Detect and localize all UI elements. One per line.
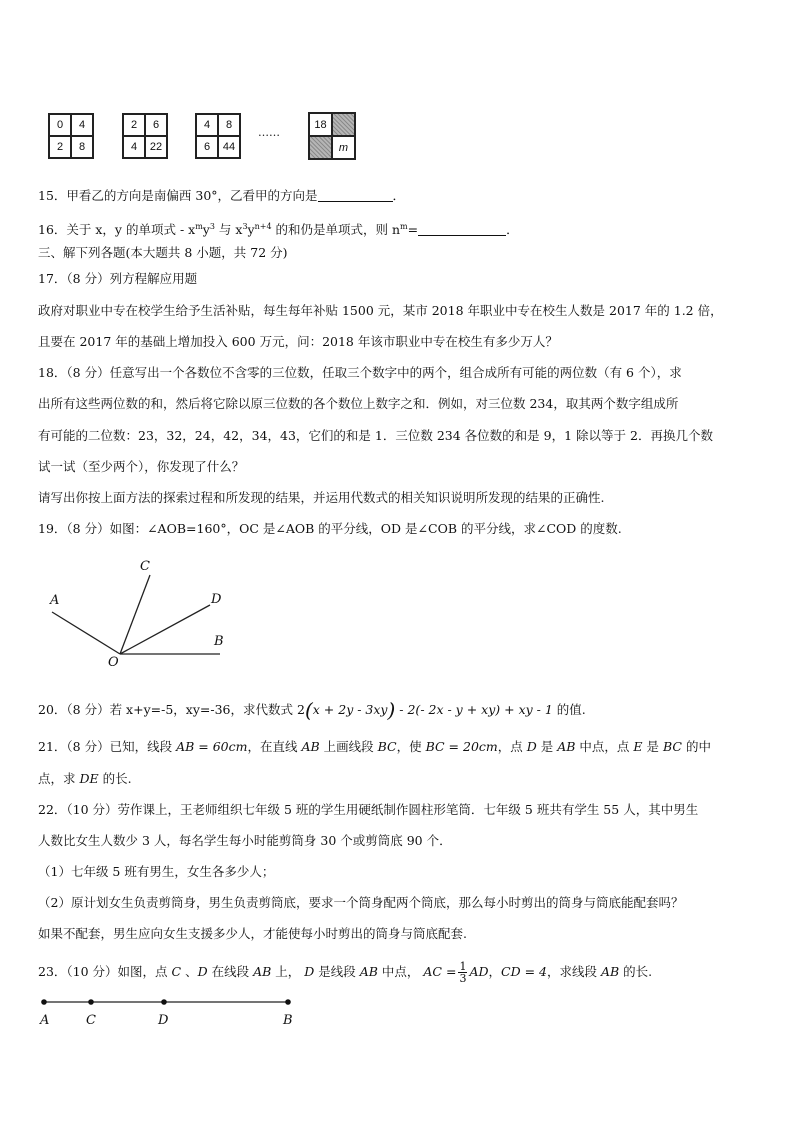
question-16 <box>38 219 519 238</box>
grid-cell: 2 <box>49 136 71 158</box>
q23-text: 、 <box>181 964 198 979</box>
shaded-cell <box>309 136 332 159</box>
question-17-line: 政府对职业中专在校学生给予生活补贴，每生每年补贴 1500 元，某市 2018 年职业中专在校生人数是 2017 年的 1.2 倍， <box>38 303 723 318</box>
fraction <box>458 961 467 984</box>
question-17-line: 且要在 2017 年的基础上增加投入 600 万元，问：2018 年该市职业中专在校生有多少万人？ <box>38 334 558 349</box>
exp: m <box>400 222 408 231</box>
math: D <box>526 739 537 754</box>
math: AB <box>557 739 576 754</box>
exp: n+4 <box>254 222 272 231</box>
math: D <box>304 964 315 979</box>
math: AB <box>301 739 320 754</box>
answer-blank <box>418 223 506 236</box>
math: E <box>633 739 643 754</box>
seg-label-b: B <box>283 1013 293 1028</box>
q16-end: ． <box>506 222 519 238</box>
q21-text: 中点，点 <box>575 739 634 754</box>
grid-cell: 8 <box>218 114 240 136</box>
q23-text: 中点， <box>377 964 424 979</box>
question-23 <box>38 961 652 984</box>
ellipsis: …… <box>258 126 280 139</box>
math: AB <box>359 964 378 979</box>
exp: 3 <box>209 222 215 231</box>
math: AB <box>600 964 620 979</box>
question-22-line: （2）原计划女生负责剪筒身，男生负责剪筒底，要求一个筒身配两个筒底，那么每小时剪出的筒身与筒底能配套吗？ <box>38 895 684 910</box>
q15-text: 15．甲看乙的方向是南偏西 30°，乙看甲的方向是 <box>38 188 318 203</box>
grid-cell: 0 <box>49 114 71 136</box>
q23-text: ， <box>488 964 502 979</box>
math: C <box>171 964 182 979</box>
label-b: B <box>214 634 224 649</box>
math: CD = 4 <box>501 964 547 979</box>
q21-text: 点，求 <box>38 771 80 786</box>
q20-expr-rest: - 2(- 2x - y + xy) + xy - 1 <box>395 702 553 717</box>
q21-text: ，在直线 <box>247 739 302 754</box>
seg-label-a: A <box>40 1013 50 1028</box>
math: BC = 20cm <box>425 739 498 754</box>
q20-coef: 2 <box>297 702 305 717</box>
math: AB = 60cm <box>176 739 248 754</box>
q16-y2: y <box>247 222 255 238</box>
point-d <box>161 999 167 1005</box>
q23-text: 上， <box>271 964 305 979</box>
number-grid-3 <box>195 113 241 159</box>
math: AD <box>469 964 489 979</box>
question-20 <box>38 698 586 722</box>
label-o: O <box>108 655 119 670</box>
question-22-line: 人数比女生人数少 3 人，每名学生每小时能剪筒身 30 个或剪筒底 90 个． <box>38 833 452 848</box>
question-22-line: 如果不配套，男生应向女生支援多少人，才能使每小时剪出的筒身与筒底配套. <box>38 926 467 941</box>
ray-od <box>120 605 210 654</box>
grid-cell: 44 <box>218 136 240 158</box>
point-a <box>41 999 47 1005</box>
exp: 3 <box>242 222 248 231</box>
question-18-line: 出所有这些两位数的和，然后将它除以原三位数的各个数位上数字之和．例如，对三位数 234，取其两个数字组成所 <box>38 396 679 411</box>
q16-pre: 16．关于 x，y 的单项式 - x <box>38 222 196 238</box>
question-21-line1 <box>38 739 711 755</box>
grid-cell-unknown: m <box>332 136 355 159</box>
section-heading: 三、解下列各题(本大题共 8 小题，共 72 分) <box>38 245 288 260</box>
q16-mid: 与 x <box>214 222 243 238</box>
math: AB <box>253 964 272 979</box>
question-19: 19．（8 分）如图：∠AOB=160°，OC 是∠AOB 的平分线，OD 是∠COB 的平分线，求∠COD 的度数. <box>38 521 622 536</box>
grid-cell: 18 <box>309 113 332 136</box>
point-b <box>285 999 291 1005</box>
q21-text: 是 <box>536 739 558 754</box>
math: BC <box>377 739 397 754</box>
grid-cell: 2 <box>123 114 145 136</box>
question-18-line: 试一试（至少两个），你发现了什么？ <box>38 459 245 474</box>
math: BC <box>662 739 682 754</box>
q21-text: 的长. <box>98 771 132 786</box>
q21-text: 上画线段 <box>319 739 378 754</box>
q23-text: 在线段 <box>207 964 254 979</box>
label-a: A <box>50 593 60 608</box>
question-18-line: 18．（8 分）任意写出一个各数位不含零的三位数，任取三个数字中的两个，组合成所有可能的两位数（有 6 个），求 <box>38 365 682 380</box>
q23-text: ，求线段 <box>546 964 601 979</box>
question-15 <box>38 188 405 204</box>
math: D <box>197 964 208 979</box>
ray-oa <box>52 612 120 654</box>
grid-cell: 4 <box>71 114 93 136</box>
q21-text: 21．（8 分）已知，线段 <box>38 739 177 754</box>
segment-figure <box>38 995 298 1011</box>
q20-expr <box>297 698 557 722</box>
q21-text: ，点 <box>497 739 527 754</box>
grid-cell: 6 <box>145 114 167 136</box>
q21-text: 是 <box>642 739 663 754</box>
grid-cell: 6 <box>196 136 218 158</box>
ray-oc <box>120 575 150 654</box>
seg-label-d: D <box>158 1013 169 1028</box>
q20-expr-inner: x + 2y - 3xy <box>312 702 388 717</box>
q21-text: 的中 <box>681 739 711 754</box>
fraction-numerator: 1 <box>459 960 467 973</box>
answer-blank <box>318 189 393 202</box>
number-grid-1 <box>48 113 94 159</box>
question-22-line: （1）七年级 5 班有男生，女生各多少人； <box>38 864 275 879</box>
question-21-line2 <box>38 771 132 787</box>
grid-cell: 8 <box>71 136 93 158</box>
grid-cell: 4 <box>196 114 218 136</box>
grid-cell: 4 <box>123 136 145 158</box>
number-grid-2 <box>122 113 168 159</box>
q23-text: 23．（10 分）如图，点 <box>38 964 172 979</box>
point-c <box>88 999 94 1005</box>
number-grid-4 <box>308 112 356 160</box>
math: DE <box>79 771 99 786</box>
q23-text: 的长. <box>619 964 653 979</box>
question-18-line: 有可能的二位数：23，32，24，42，34，43，它们的和是 1．三位数 234 各位数的和是 9，1 除以等于 2．再换几个数 <box>38 428 713 443</box>
q15-end: ． <box>392 188 406 203</box>
q20-pre: 20．（8 分）若 x+y=-5，xy=-36，求代数式 <box>38 702 294 717</box>
q20-post: 的值. <box>556 702 586 717</box>
label-d: D <box>211 592 222 607</box>
q16-y: y <box>202 222 210 238</box>
seg-label-c: C <box>86 1013 96 1028</box>
paren-left: ( <box>304 698 313 722</box>
question-22-line: 22．（10 分）劳作课上，王老师组织七年级 5 班的学生用硬纸制作圆柱形笔筒．七年级 5 班共有学生 55 人，其中男生 <box>38 802 699 817</box>
exp: m <box>195 222 203 231</box>
q16-post: 的和仍是单项式，则 n <box>271 222 401 238</box>
q21-text: ，使 <box>396 739 426 754</box>
question-18-line: 请写出你按上面方法的探索过程和所发现的结果，并运用代数式的相关知识说明所发现的结果的正确性. <box>38 490 605 505</box>
question-17-title: 17．（8 分）列方程解应用题 <box>38 271 198 286</box>
shaded-cell <box>332 113 355 136</box>
fraction-denominator: 3 <box>459 972 467 985</box>
math: AC = <box>423 964 457 979</box>
paren-right: ) <box>387 698 396 722</box>
q23-text: 是线段 <box>314 964 360 979</box>
label-c: C <box>140 559 150 574</box>
grid-cell: 22 <box>145 136 167 158</box>
q16-eq: = <box>407 222 419 238</box>
